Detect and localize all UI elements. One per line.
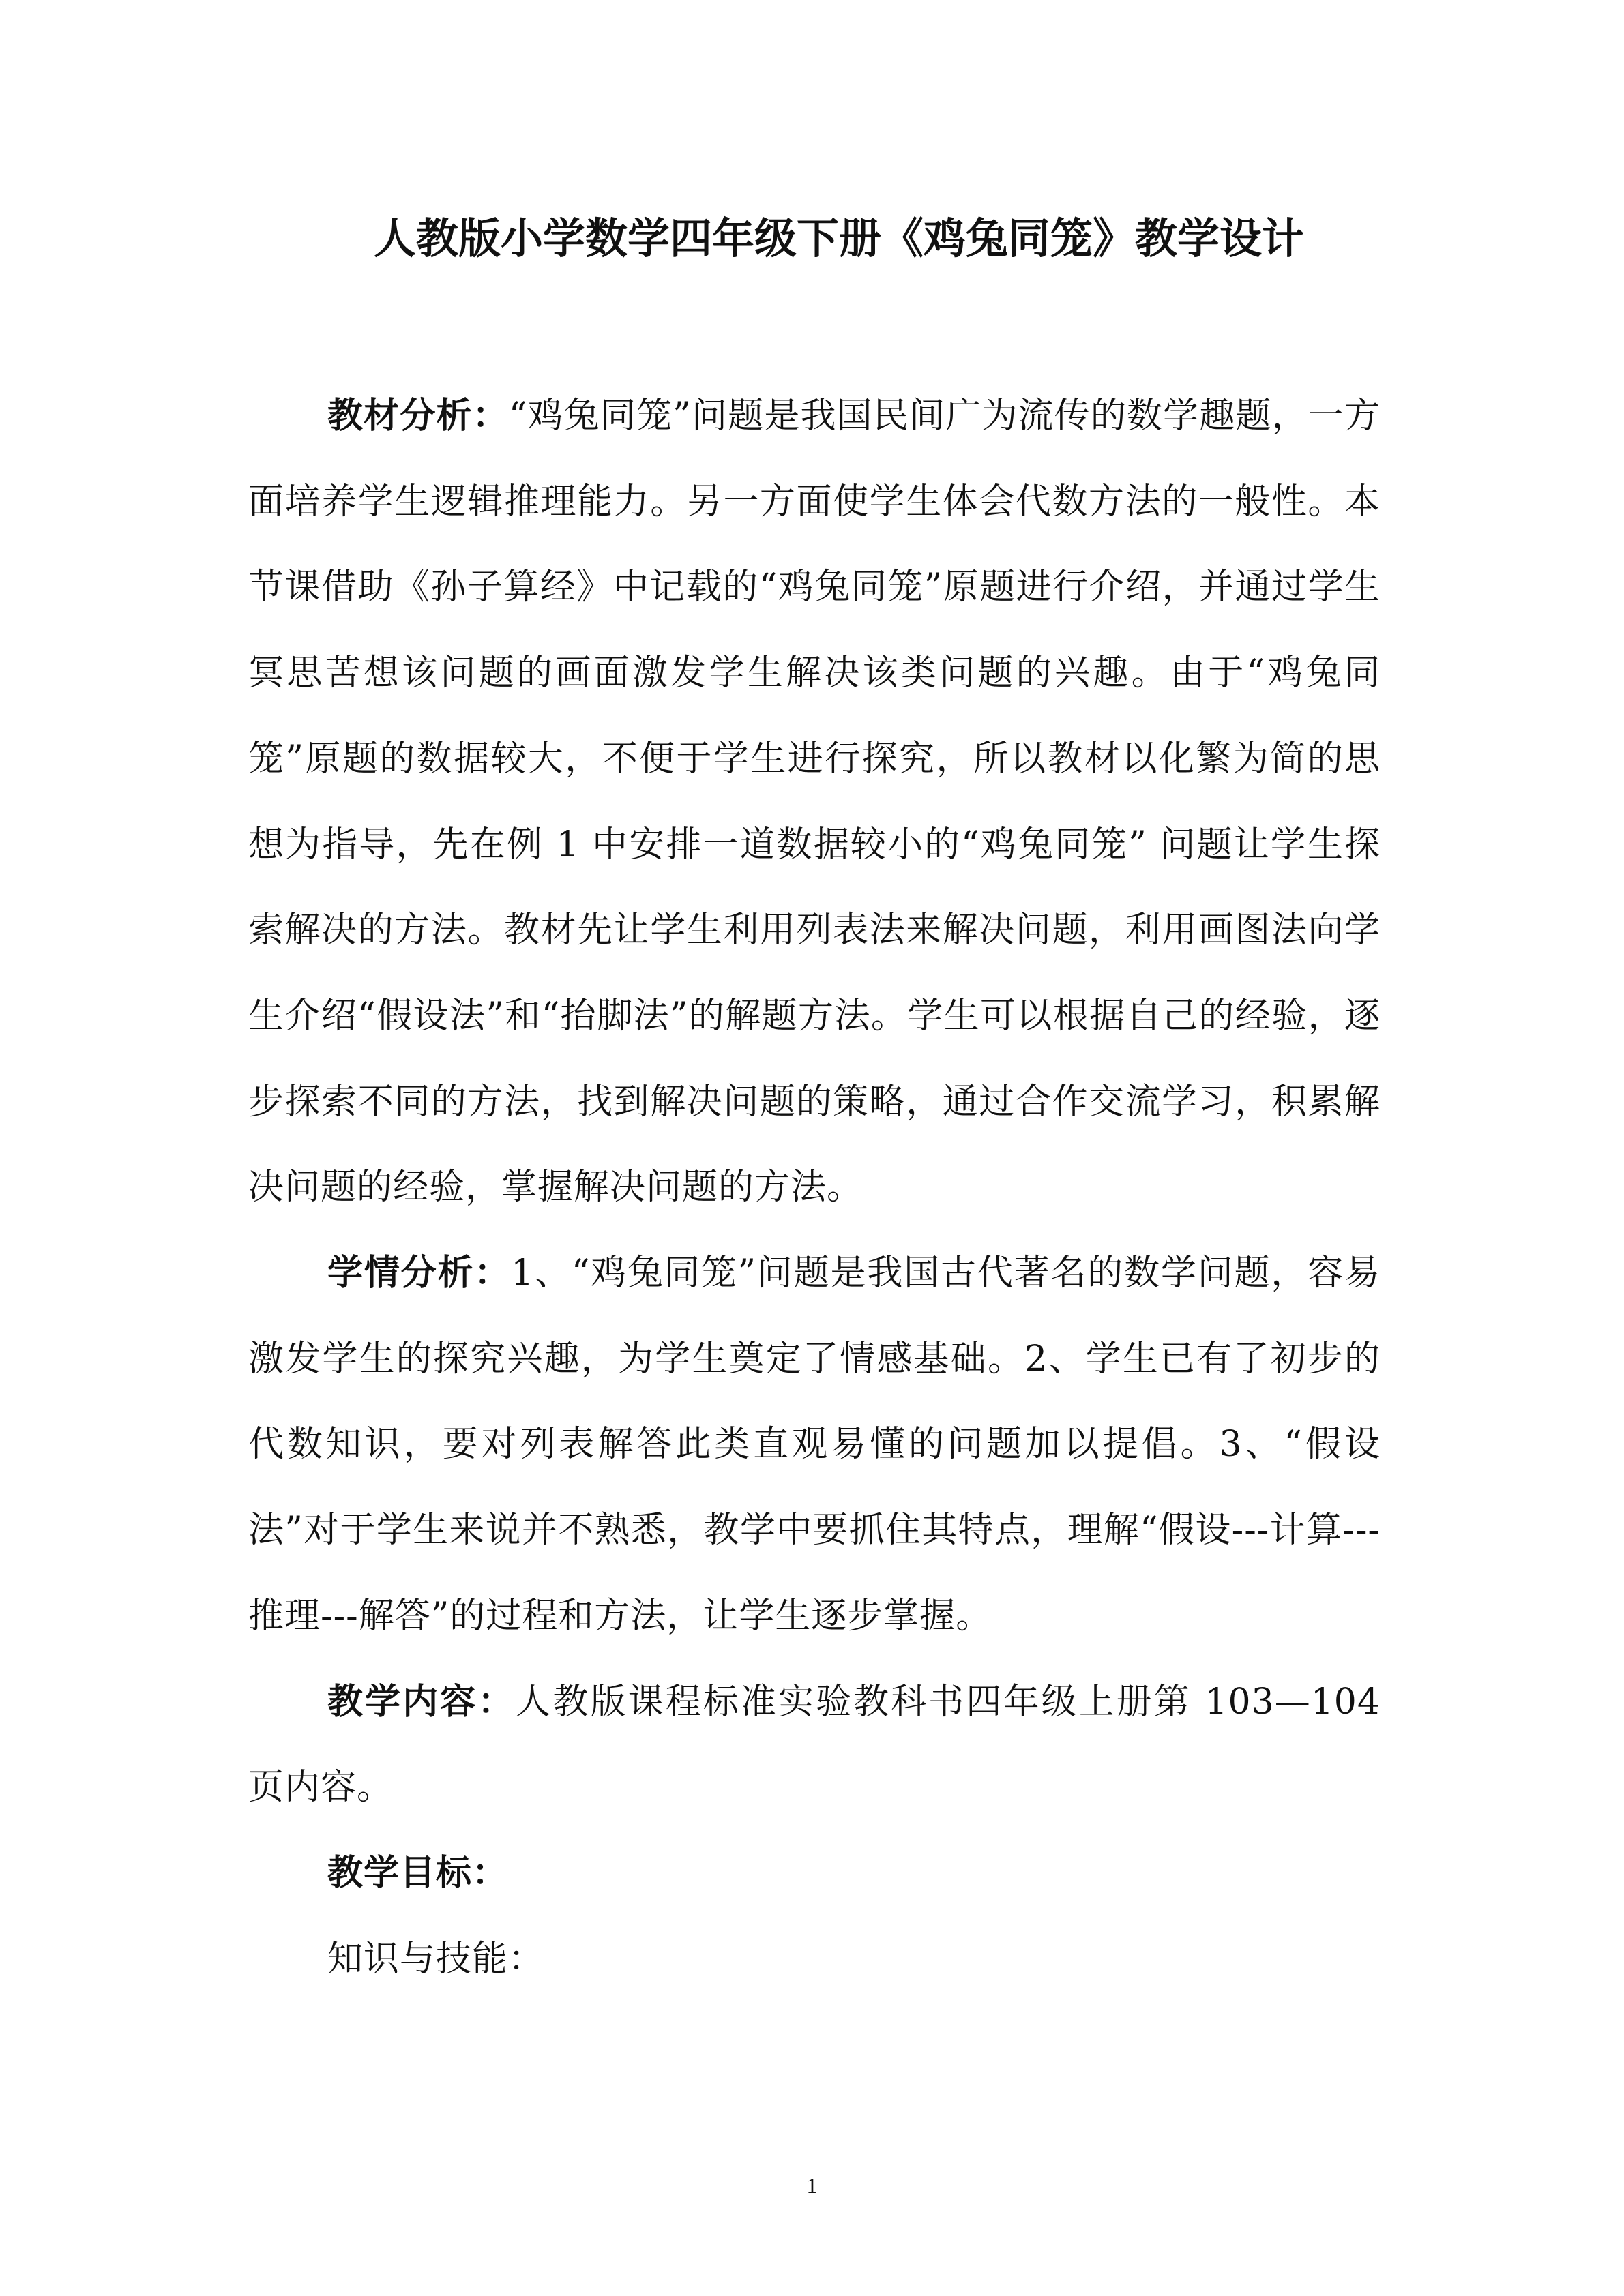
teaching-goals-paragraph	[248, 1831, 1381, 1917]
knowledge-skills-paragraph	[248, 1917, 1381, 2003]
material-analysis-paragraph	[248, 374, 1381, 1231]
learning-analysis-text: 1、“鸡兔同笼”问题是我国古代著名的数学问题，容易激发学生的探究兴趣，为学生奠定了情感基础。2、学生已有了初步的代数知识，要对列表解答此类直观易懂的问题加以提倡。3、“假设法”对于学生来说并不熟悉，教学中要抓住其特点，理解“假设---计算---推理---解答”的过程和方法，让学生逐步掌握。	[248, 1253, 1381, 1637]
document-body	[248, 374, 1381, 2002]
learning-analysis-label: 学情分析：	[327, 1253, 512, 1294]
material-analysis-label: 教材分析：	[327, 396, 509, 436]
material-analysis-text: “鸡兔同笼”问题是我国民间广为流传的数学趣题，一方面培养学生逻辑推理能力。另一方面使学生体会代数方法的一般性。本节课借助《孙子算经》中记载的“鸡兔同笼”原题进行介绍，并通过学生冥思苦想该问题的画面激发学生解决该类问题的兴趣。由于“鸡兔同笼”原题的数据较大，不便于学生进行探究，所以教材以化繁为简的思想为指导，先在例 1 中安排一道数据较小的“鸡兔同笼” 问题让学生探索解决的方法。教材先让学生利用列表法来解决问题，利用画图法向学生介绍“假设法”和“抬脚法”的解题方法。学生可以根据自己的经验，逐步探索不同的方法，找到解决问题的策略，通过合作交流学习，积累解决问题的经验，掌握解决问题的方法。	[248, 396, 1381, 1208]
document-title: 人教版小学数学四年级下册《鸡兔同笼》教学设计	[374, 213, 1305, 263]
teaching-content-text: 人教版课程标准实验教科书四年级上册第 103—104 页内容。	[248, 1681, 1381, 1808]
knowledge-skills-text: 知识与技能：	[327, 1938, 545, 1980]
teaching-content-label: 教学内容：	[327, 1681, 516, 1723]
page-number: 1	[806, 2173, 818, 2198]
teaching-goals-label: 教学目标：	[327, 1852, 509, 1894]
teaching-content-paragraph	[248, 1660, 1381, 1831]
learning-analysis-paragraph	[248, 1231, 1381, 1660]
